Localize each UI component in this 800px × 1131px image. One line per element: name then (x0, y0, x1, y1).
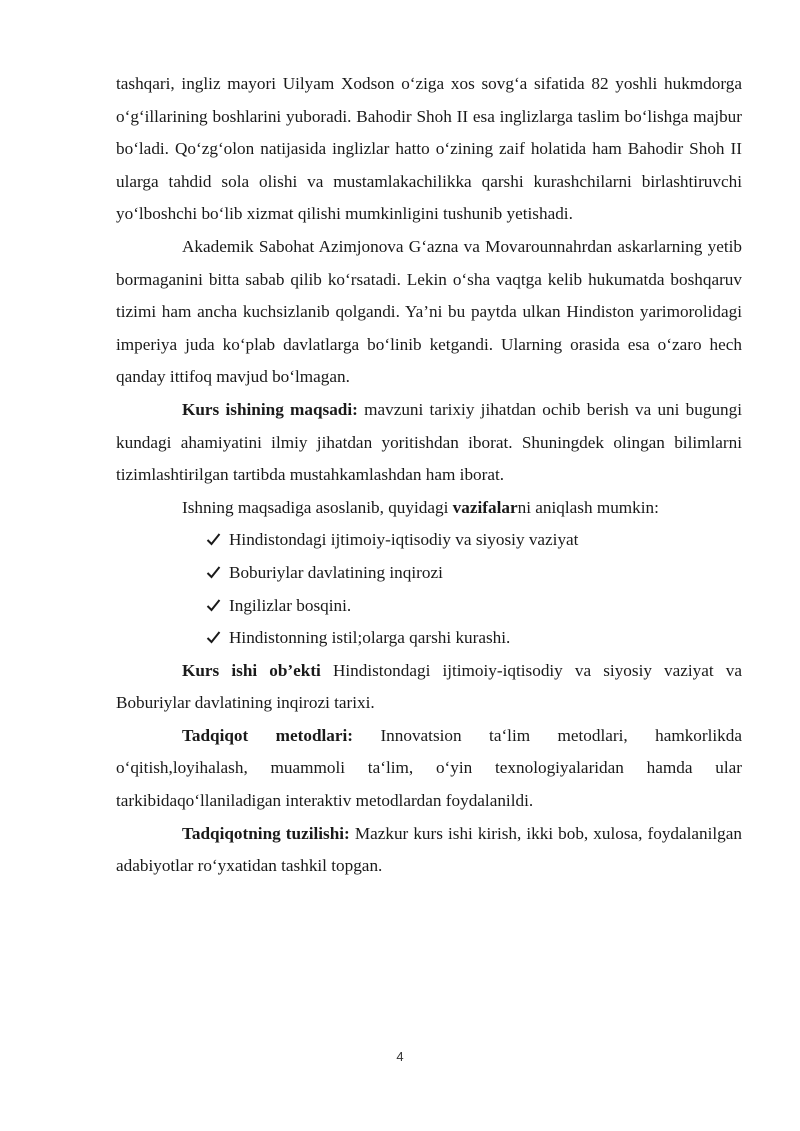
paragraph-intro: tashqari, ingliz mayori Uilyam Xodson o‘ziga xos sovg‘a sifatida 82 yoshli hukmdorga o‘g‘illarining boshlarini yuboradi. Bahodir Shoh II esa inglizlarga taslim bo‘lishga majbur bo‘ladi. Qo‘zg‘olon natijasida inglizlar hatto o‘zining zaif holatida ham Bahodir Shoh II ularga tahdid sola olishi va mustamlakachilikka qarshi kurashchilarni birlashtiruvchi yo‘lboshchi bo‘lib xizmat qilishi mumkinligini tushunib yetishadi. (116, 74, 742, 224)
list-item (116, 557, 742, 590)
paragraph-azimjonova: Akademik Sabohat Azimjonova G‘azna va Movarounnahrdan askarlarning yetib bormaganini bitta sabab qilib ko‘rsatadi. Lekin o‘sha vaqtga kelib hukumatda boshqaruv tizimi ham ancha kuchsizlanib qolgandi. Ya’ni bu paytda ulkan Hindiston yarimorolidagi imperiya juda ko‘plab davlatlarga bo‘linib ketgandi. Ularning orasida esa o‘zaro hech qanday ittifoq mavjud bo‘lmagan. (116, 236, 742, 387)
tasks-list (116, 524, 742, 654)
page-body (116, 68, 742, 883)
paragraph-structure (116, 818, 742, 883)
object-label: Kurs ishi ob’ekti (182, 660, 321, 680)
task-text: Boburiylar davlatining inqirozi (229, 562, 443, 582)
tasks-intro-after: ni aniqlash mumkin: (517, 497, 659, 517)
page-number: 4 (396, 1049, 404, 1064)
checkmark-icon (206, 590, 224, 623)
paragraph-methods (116, 720, 742, 818)
task-text: Hindistonning istil;olarga qarshi kurashi. (229, 628, 511, 648)
methods-label: Tadqiqot metodlari: (182, 725, 354, 745)
paragraph-tasks-intro (116, 492, 742, 525)
checkmark-icon (206, 524, 224, 557)
object-text: Hindistondagi ijtimoiy-iqtisodiy va siyosiy vaziyat va Boburiylar davlatining inqirozi tarixi. (116, 660, 743, 713)
checkmark-icon (206, 622, 224, 655)
methods-text: Innovatsion ta‘lim metodlari, hamkorlikda o‘qitish,loyihalash, muammoli ta‘lim, o‘yin texnologiyalaridan hamda ular tarkibidaqo‘llaniladigan interaktiv metodlardan foydalanildi. (116, 725, 742, 811)
paragraph-object (116, 655, 742, 720)
structure-text: Mazkur kurs ishi kirish, ikki bob, xulosa, foydalanilgan adabiyotlar ro‘yxatidan tashkil topgan. (116, 823, 742, 876)
tasks-intro-before: Ishning maqsadiga asoslanib, quyidagi (182, 497, 453, 517)
task-text: Ingilizlar bosqini. (229, 595, 352, 615)
task-text: Hindistondagi ijtimoiy-iqtisodiy va siyosiy vaziyat (229, 530, 579, 550)
paragraph-purpose (116, 394, 742, 492)
list-item (116, 524, 742, 557)
tasks-intro-bold: vazifalar (452, 497, 518, 517)
checkmark-icon (206, 557, 224, 590)
list-item (116, 590, 742, 623)
purpose-label: Kurs ishining maqsadi: (182, 399, 358, 419)
list-item (116, 622, 742, 655)
purpose-text: mavzuni tarixiy jihatdan ochib berish va uni bugungi kundagi ahamiyatini ilmiy jihatdan yoritishdan iborat. Shuningdek olingan bilimlarni tizimlashtirilgan tartibda mustahkamlashdan ham iborat. (116, 399, 743, 485)
structure-label: Tadqiqotning tuzilishi: (182, 823, 350, 843)
